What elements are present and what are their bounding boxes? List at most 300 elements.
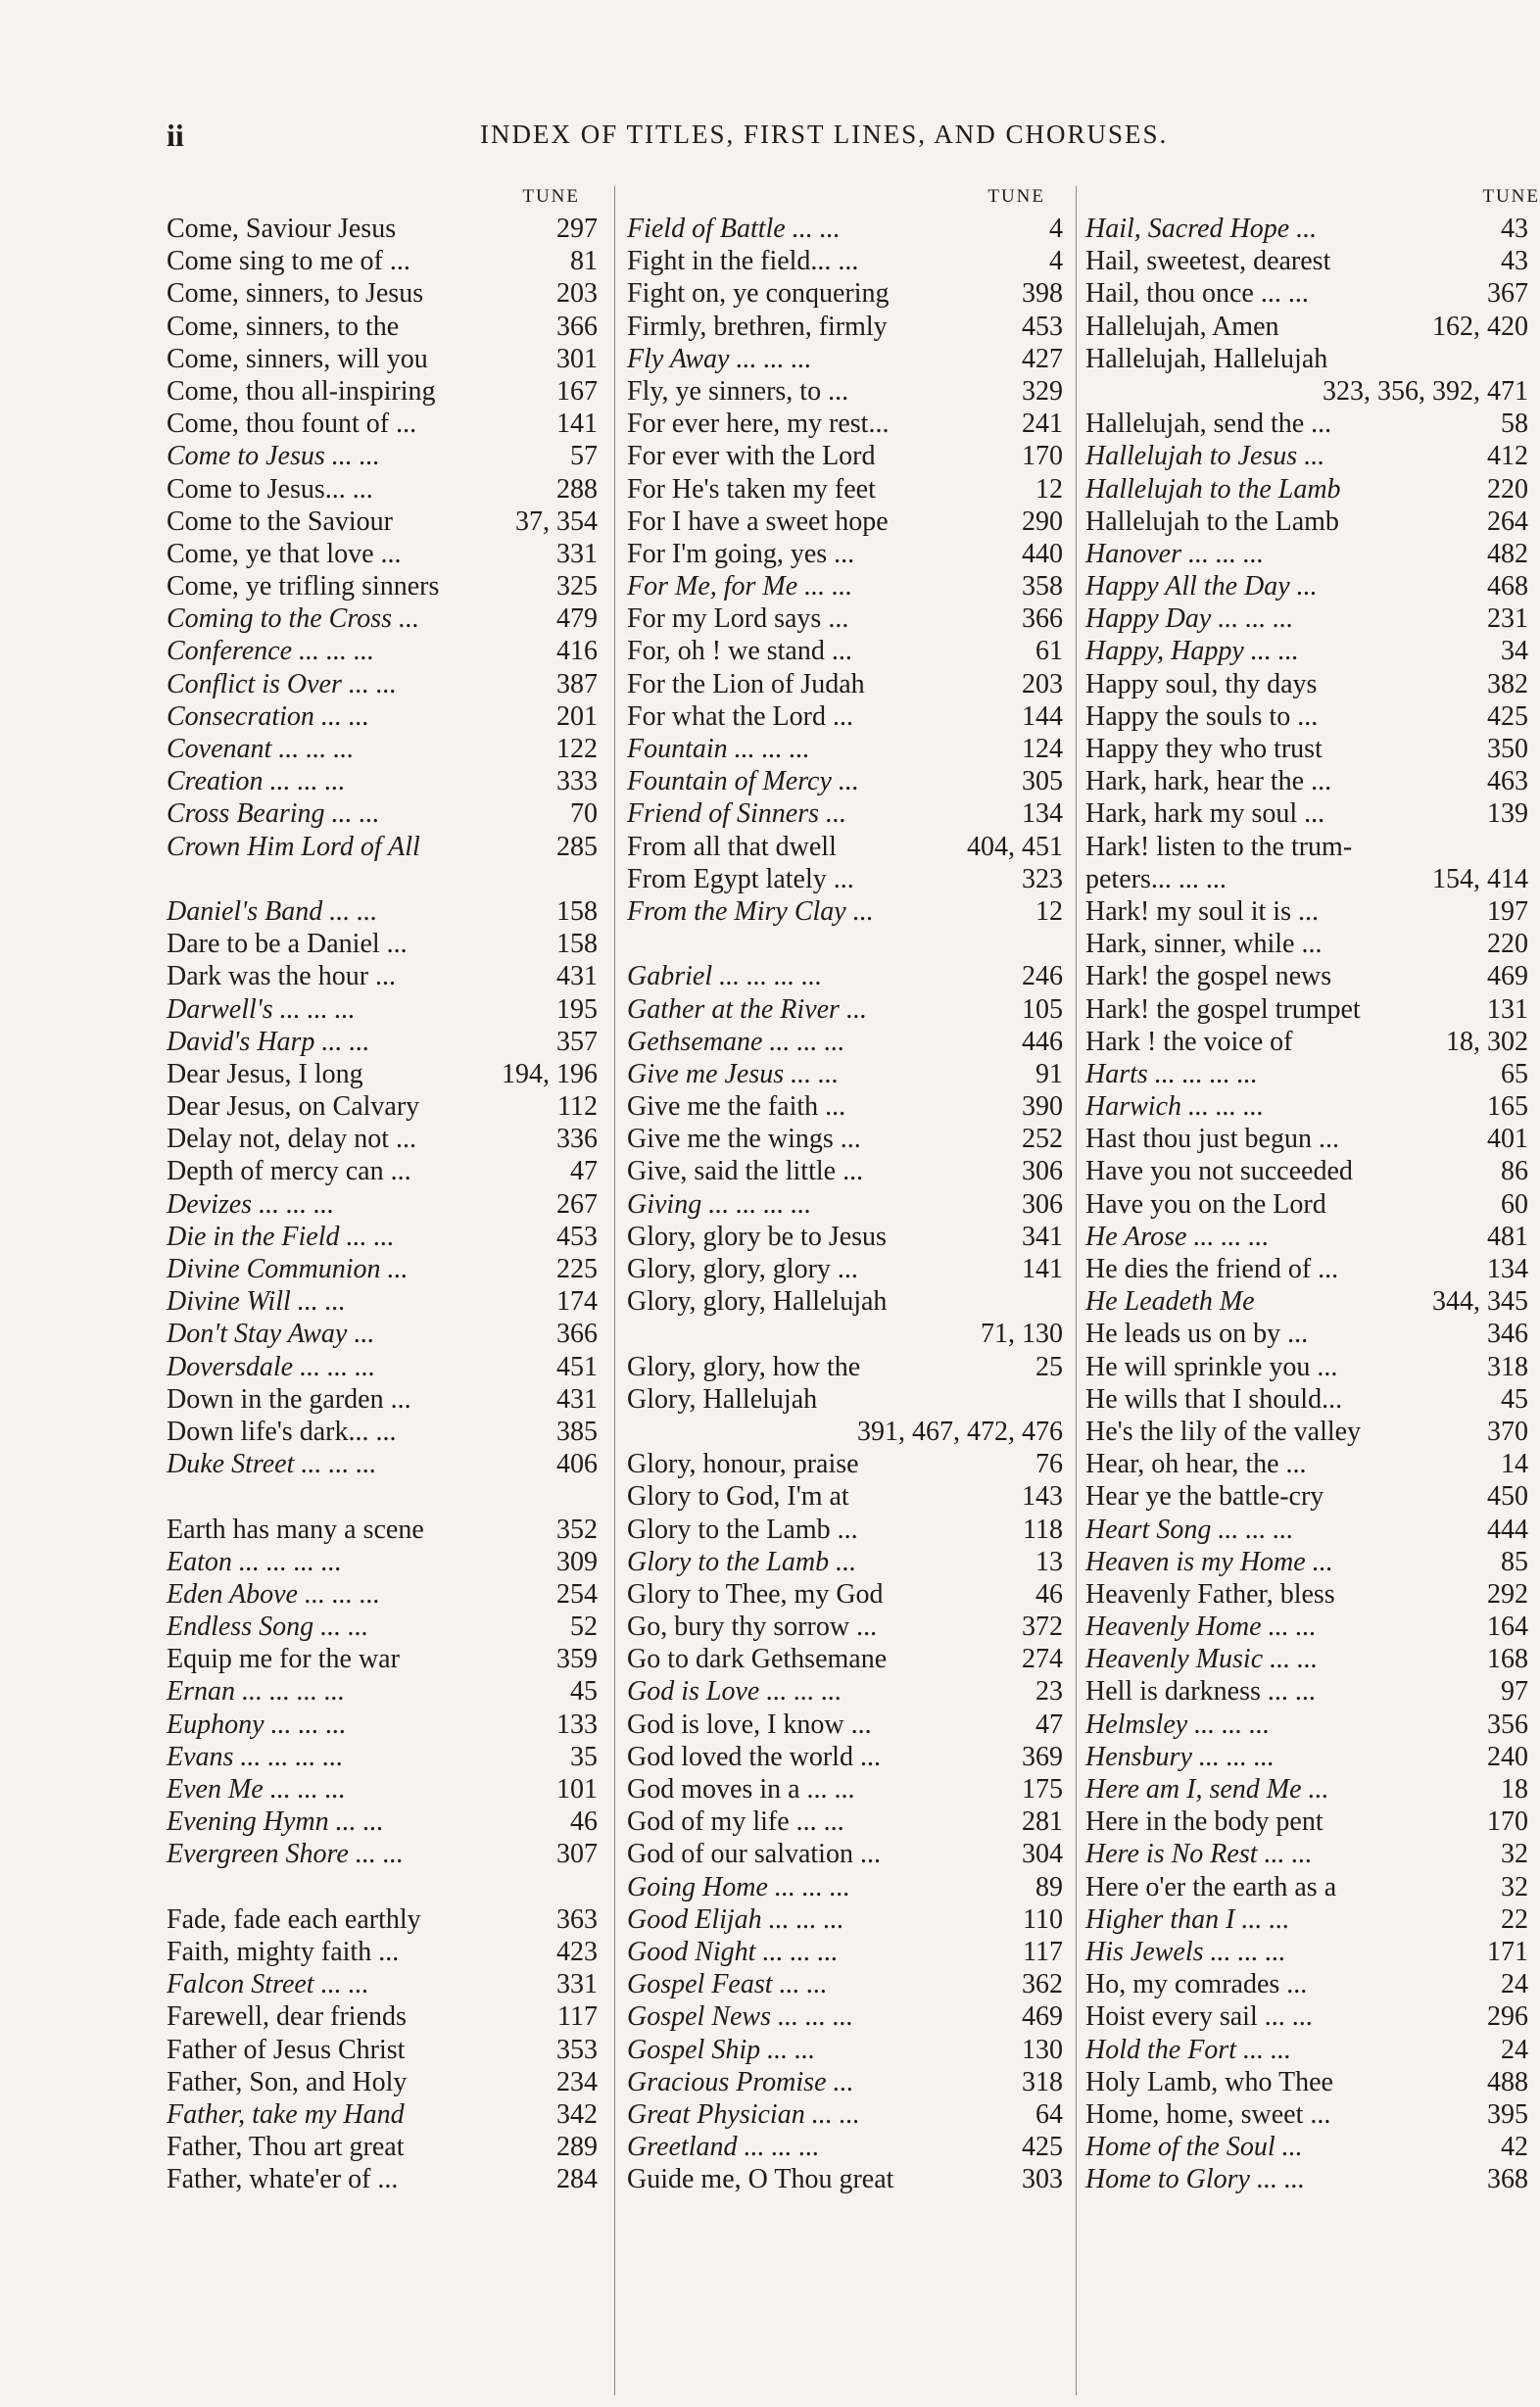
entry-title: From the Miry Clay ... [627,895,874,927]
entry-title: Ernan ... ... ... ... [167,1676,345,1708]
index-entry-continuation [627,1416,1063,1448]
entry-title: Father, Thou art great [167,2132,405,2163]
index-entry [627,1383,1063,1416]
tune-number: 174 [556,1286,598,1318]
entry-title: Hail, thou once ... ... [1085,278,1309,310]
entry-title: Hail, sweetest, dearest [1085,246,1331,277]
entry-title: Don't Stay Away ... [167,1319,375,1350]
tune-number: 391, 467, 472, 476 [857,1416,1063,1447]
index-entry [627,1805,1063,1838]
entry-title: Delay not, delay not ... [167,1124,417,1155]
entry-title: Happy soul, thy days [1085,668,1318,699]
index-entry [627,1026,1063,1058]
entry-title: Glory to God, I'm at [627,1481,849,1513]
index-entry [1085,1611,1528,1643]
entry-title: Happy Day ... ... ... [1085,603,1294,635]
column-rule-left [614,186,615,2395]
index-entry [627,1514,1063,1546]
tune-number: 141 [1022,1254,1063,1284]
tune-number: 167 [556,375,598,407]
entry-title: For He's taken my feet [627,473,876,505]
index-entry [1085,538,1528,570]
entry-title: Daniel's Band ... ... [167,895,378,927]
index-entry [167,1546,598,1578]
tune-number: 306 [1022,1156,1063,1187]
entry-title: Come, Saviour Jesus [167,214,397,244]
tune-number: 303 [1022,2164,1063,2195]
entry-title: Darwell's ... ... ... [167,993,356,1025]
index-entry [1085,1968,1528,2000]
entry-title: Farewell, dear friends [167,2001,407,2033]
tune-number: 12 [1035,895,1063,927]
entry-title: He Leadeth Me [1085,1286,1255,1318]
entry-title: Go to dark Gethsemane [627,1644,888,1675]
tune-number: 86 [1501,1156,1528,1187]
entry-title: Hear, oh hear, the ... [1085,1449,1307,1480]
index-entry [167,635,598,667]
index-entry [167,1123,598,1155]
index-entry [1085,1058,1528,1090]
tune-number: 101 [556,1774,598,1805]
entry-title: Glory to the Lamb ... [627,1546,857,1577]
tune-number: 13 [1035,1546,1063,1577]
tune-number: 165 [1487,1091,1528,1123]
index-entry [1085,797,1528,830]
tune-number: 25 [1035,1351,1063,1382]
entry-title: Glory, glory be to Jesus [627,1221,887,1252]
tune-number: 423 [556,1936,598,1967]
tune-number: 144 [1022,700,1063,732]
entry-title: For I'm going, yes ... [627,538,855,569]
index-entry [627,2034,1063,2066]
index-entry [167,1578,598,1611]
tune-number: 366 [556,1319,598,1350]
index-entry [167,1838,598,1870]
entry-title: Come, ye that love ... [167,538,402,569]
tune-number: 274 [1022,1644,1063,1675]
index-entry [1085,668,1528,700]
entry-title: Happy the souls to ... [1085,700,1319,732]
entry-title: Home to Glory ... ... [1085,2164,1305,2195]
tune-number: 162, 420 [1432,311,1528,342]
index-entry [167,960,598,992]
index-entry [1085,311,1528,343]
entry-title: Good Elijah ... ... ... [627,1903,844,1935]
index-entry [627,1838,1063,1870]
index-entry [627,1936,1063,1968]
tune-number: 47 [1035,1709,1063,1740]
entry-title: Come sing to me of ... [167,246,410,277]
entry-title: Glory, honour, praise [627,1449,859,1480]
entry-title: Glory to the Lamb ... [627,1514,858,1545]
tune-number: 406 [556,1449,598,1480]
index-entry [167,473,598,505]
tune-number: 323 [1022,863,1063,894]
index-entry [627,895,1063,928]
index-entry [167,1285,598,1318]
entry-title: Father, whate'er of ... [167,2164,399,2195]
index-entry [1085,602,1528,635]
tune-number: 288 [556,473,598,505]
index-entry [1085,2066,1528,2098]
index-entry [627,408,1063,440]
tune-number: 292 [1487,1578,1528,1610]
entry-title: Give me Jesus ... ... [627,1058,840,1089]
index-entry [167,311,598,343]
index-column-3 [1085,186,1540,2195]
tune-number: 412 [1487,441,1528,472]
index-entry [1085,1514,1528,1546]
entry-title: Even Me ... ... ... [167,1774,346,1805]
index-entry [167,1741,598,1773]
entry-title: Die in the Field ... ... [167,1221,395,1252]
tune-number: 425 [1487,700,1528,732]
entry-title: Gospel Ship ... ... [627,2034,816,2065]
tune-number: 23 [1035,1676,1063,1708]
entry-title: Fight on, ye conquering [627,278,890,310]
index-entry [1085,1578,1528,1611]
entry-title: Hallelujah to Jesus ... [1085,441,1325,472]
tune-number: 58 [1501,409,1528,440]
tune-number: 4 [1049,214,1063,244]
tune-number: 46 [570,1806,598,1838]
index-entry [1085,1123,1528,1155]
tune-number: 305 [1022,766,1063,797]
entry-title: From all that dwell [627,831,837,862]
index-entry [627,2066,1063,2098]
entry-title: He dies the friend of ... [1085,1254,1339,1284]
tune-number: 117 [557,2001,598,2033]
entry-title: Ho, my comrades ... [1085,1969,1308,2000]
entry-title: Hallelujah to the Lamb [1085,505,1339,537]
index-entry [1085,1285,1528,1318]
index-entry [1085,1318,1528,1350]
tune-heading: TUNE [522,186,580,207]
entry-title: Giving ... ... ... ... [627,1188,812,1220]
entry-title: Hark ! the voice of [1085,1026,1293,1057]
index-entry [1085,1090,1528,1123]
tune-number: 359 [556,1644,598,1675]
tune-number: 46 [1035,1578,1063,1610]
entry-title: God is love, I know ... [627,1709,872,1740]
entry-title: Helmsley ... ... ... [1085,1709,1271,1740]
tune-number: 357 [556,1026,598,1057]
entry-title: Here is No Rest ... ... [1085,1839,1313,1870]
tune-number: 398 [1022,278,1063,310]
index-entry [167,1188,598,1221]
tune-number: 158 [556,895,598,927]
tune-number: 139 [1487,798,1528,830]
index-entry [167,831,598,863]
tune-number: 220 [1487,473,1528,505]
index-entry [167,2131,598,2163]
entry-title: Divine Will ... ... [167,1286,346,1318]
tune-number: 175 [1022,1774,1063,1805]
index-entry [627,2098,1063,2131]
tune-number: 362 [1022,1969,1063,2000]
tune-number: 64 [1035,2098,1063,2130]
entry-title: Heavenly Music ... ... [1085,1644,1319,1675]
entry-title: For ever with the Lord [627,441,876,472]
index-entry [627,1253,1063,1285]
tune-number: 479 [556,603,598,635]
index-entry [1085,1416,1528,1448]
tune-number: 296 [1487,2001,1528,2033]
tune-number: 65 [1501,1058,1528,1089]
index-entry [1085,1383,1528,1416]
tune-number: 453 [556,1221,598,1252]
index-entry [1085,1351,1528,1383]
tune-number: 57 [570,441,598,472]
entry-title: Come to Jesus... ... [167,473,373,505]
index-entry [627,1221,1063,1253]
tune-number: 134 [1022,798,1063,830]
tune-number: 333 [556,766,598,797]
index-entry [167,1773,598,1805]
tune-number: 32 [1501,1839,1528,1870]
entry-title: Harts ... ... ... ... [1085,1058,1258,1089]
index-entry [627,635,1063,667]
entry-title: Give me the wings ... [627,1124,861,1155]
tune-number: 105 [1022,993,1063,1025]
tune-number: 353 [556,2034,598,2065]
entry-title: Dear Jesus, I long [167,1058,363,1089]
entry-title: Great Physician ... ... [627,2098,860,2130]
tune-heading: TUNE [987,186,1045,207]
index-entry [627,1903,1063,1936]
tune-number: 60 [1501,1188,1528,1220]
index-entry [1085,895,1528,928]
tune-number: 4 [1049,246,1063,277]
entry-title: Come, sinners, to Jesus [167,278,424,310]
index-entry [1085,245,1528,277]
index-entry [167,1318,598,1350]
tune-number: 284 [556,2164,598,2195]
entry-title: Hear ye the battle-cry [1085,1481,1324,1513]
entry-title: Heavenly Home ... ... [1085,1612,1317,1643]
index-entry [627,570,1063,602]
entry-title: Evergreen Shore ... ... [167,1839,404,1870]
tune-number: 12 [1035,473,1063,505]
index-entry [167,343,598,375]
index-entry [627,1675,1063,1708]
entry-title: Dare to be a Daniel ... [167,929,408,960]
tune-number: 141 [556,409,598,440]
index-entry [627,602,1063,635]
index-entry [1085,863,1528,895]
index-entry [167,1383,598,1416]
entry-title: Creation ... ... ... [167,766,346,797]
tune-number: 76 [1035,1449,1063,1480]
tune-number: 71, 130 [981,1319,1063,1350]
tune-number: 18, 302 [1446,1026,1528,1057]
index-entry [1085,928,1528,960]
entry-title: Hark! the gospel trumpet [1085,993,1361,1025]
index-entry [1085,1871,1528,1903]
tune-number: 309 [556,1546,598,1577]
entry-title: He leads us on by ... [1085,1319,1309,1350]
tune-number: 124 [1022,734,1063,764]
entry-title: Duke Street ... ... ... [167,1449,377,1480]
tune-number: 42 [1501,2132,1528,2163]
entry-title: Heavenly Father, bless [1085,1578,1335,1610]
index-entry [167,505,598,538]
index-entry [167,1675,598,1708]
entry-title: Hensbury ... ... ... [1085,1741,1275,1772]
entry-title: For I have a sweet hope [627,505,889,537]
tune-number: 203 [556,278,598,310]
entry-title: Gracious Promise ... [627,2066,854,2097]
entry-title: Hallelujah, Amen [1085,311,1279,342]
entry-title: Come to Jesus ... ... [167,441,380,472]
tune-number: 387 [556,668,598,699]
index-entry [627,1155,1063,1187]
index-entry [167,2163,598,2195]
entry-title: For the Lion of Judah [627,668,865,699]
tune-number: 122 [556,734,598,764]
entry-title: Come, sinners, to the [167,311,400,342]
tune-heading: TUNE [1482,186,1540,207]
entry-title: Fountain ... ... ... [627,734,810,764]
index-entry [1085,1675,1528,1708]
entry-title: Down in the garden ... [167,1383,411,1415]
index-entry [627,1578,1063,1611]
index-entry [167,765,598,797]
entry-title: David's Harp ... ... [167,1026,370,1057]
entry-title: God of my life ... ... [627,1806,844,1838]
entry-title: Come, sinners, will you [167,343,428,374]
entry-title: Give me the faith ... [627,1091,846,1123]
index-entry [1085,1480,1528,1513]
entry-title: Father of Jesus Christ [167,2034,406,2065]
tune-number: 34 [1501,636,1528,667]
tune-number: 481 [1487,1221,1528,1252]
tune-number: 195 [556,993,598,1025]
entry-title: Home of the Soul ... [1085,2132,1303,2163]
tune-number: 368 [1487,2164,1528,2195]
entry-title: Hallelujah to the Lamb [1085,473,1341,505]
tune-number: 341 [1022,1221,1063,1252]
index-entry [167,1155,598,1187]
entry-title: Higher than I ... ... [1085,1903,1290,1935]
tune-number: 32 [1501,1871,1528,1902]
entry-title: Greetland ... ... ... [627,2132,820,2163]
entry-title: Hark! the gospel news [1085,961,1332,992]
index-entry [1085,1773,1528,1805]
index-entry [167,1448,598,1480]
tune-number: 482 [1487,538,1528,569]
index-entry [627,1188,1063,1221]
entry-title: Here o'er the earth as a [1085,1871,1337,1902]
index-entry [167,570,598,602]
index-entry [1085,993,1528,1026]
index-entry [627,2163,1063,2195]
index-entry [627,1611,1063,1643]
index-entry [1085,343,1528,375]
entry-title: Gabriel ... ... ... ... [627,961,823,992]
index-entry [1085,1546,1528,1578]
tune-number: 453 [1022,311,1063,342]
entry-title: Fly Away ... ... ... [627,343,812,374]
index-entry [627,1480,1063,1513]
entry-title: Hark, hark, hear the ... [1085,766,1332,797]
entry-title: Eaton ... ... ... ... [167,1546,342,1577]
entry-title: Euphony ... ... ... [167,1709,347,1740]
tune-number: 47 [570,1156,598,1187]
index-entry [167,1351,598,1383]
entry-title: Earth has many a scene [167,1514,424,1545]
entry-title: Guide me, O Thou great [627,2164,894,2195]
tune-number: 45 [570,1676,598,1708]
index-entry [167,1611,598,1643]
index-entry [627,1871,1063,1903]
tune-number: 81 [570,246,598,277]
entry-title: Harwich ... ... ... [1085,1091,1264,1123]
entry-title: Cross Bearing ... ... [167,798,380,830]
entry-title: Glory, Hallelujah [627,1383,818,1415]
index-entry [1085,1155,1528,1187]
entry-title: Hark, sinner, while ... [1085,929,1323,960]
index-entry [627,1773,1063,1805]
entry-title: Coming to the Cross ... [167,603,419,635]
entry-title: For Me, for Me ... ... [627,571,853,602]
entry-title: God is Love ... ... ... [627,1676,842,1708]
section-gap [627,928,1063,960]
tune-number: 318 [1022,2066,1063,2097]
index-entry [1085,700,1528,733]
tune-number: 366 [556,311,598,342]
index-entry [627,1351,1063,1383]
tune-number: 416 [556,636,598,667]
index-entry [167,668,598,700]
tune-number: 385 [556,1416,598,1447]
entry-title: Hark! my soul it is ... [1085,895,1319,927]
index-entry [167,700,598,733]
tune-number: 91 [1035,1058,1063,1089]
entry-title: Field of Battle ... ... [627,214,841,244]
index-entry [167,1643,598,1675]
entry-title: Hoist every sail ... ... [1085,2001,1313,2033]
tune-number: 469 [1487,961,1528,992]
entry-title: Glory to Thee, my God [627,1578,884,1610]
tune-number: 323, 356, 392, 471 [1323,375,1528,407]
index-entry [167,1936,598,1968]
index-entry [1085,213,1528,245]
tune-number: 70 [570,798,598,830]
index-entry [1085,1643,1528,1675]
index-entry [627,1546,1063,1578]
index-entry [167,733,598,765]
index-entry [1085,473,1528,505]
index-entry [627,1090,1063,1123]
index-entry [167,375,598,408]
tune-number: 118 [1023,1514,1063,1545]
index-entry [1085,1903,1528,1936]
tune-number: 143 [1022,1481,1063,1513]
entry-title: He wills that I should... [1085,1383,1343,1415]
entry-title: Equip me for the war [167,1644,400,1675]
entry-title: Glory, glory, how the [627,1351,861,1382]
index-entry [167,440,598,472]
tune-number: 154, 414 [1432,863,1528,894]
index-entry [627,473,1063,505]
entry-title: For ever here, my rest... [627,409,890,440]
tune-number: 24 [1501,1969,1528,2000]
index-entry [167,993,598,1026]
tune-number: 336 [556,1124,598,1155]
index-entry [1085,1253,1528,1285]
index-entry [627,1448,1063,1480]
